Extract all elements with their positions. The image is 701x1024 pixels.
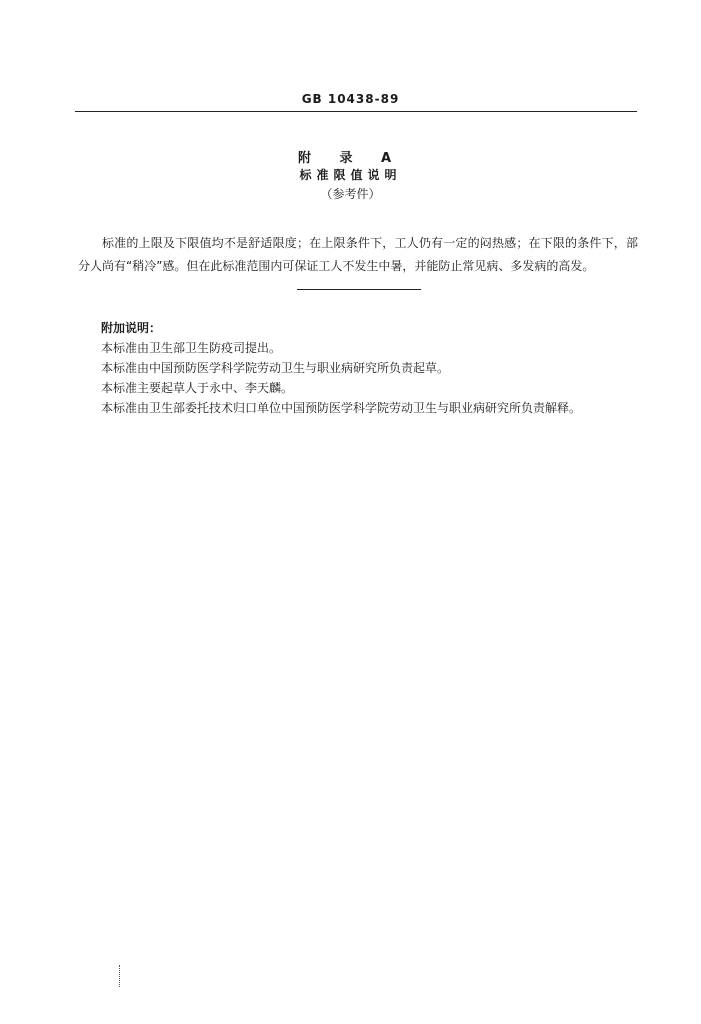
additional-note-line: 本标准由卫生部卫生防疫司提出。	[101, 341, 282, 355]
additional-notes-heading: 附加说明：	[101, 321, 162, 335]
additional-note-line: 本标准由中国预防医学科学院劳动卫生与职业病研究所负责起草。	[101, 361, 450, 375]
appendix-title: 附 录 A	[297, 151, 404, 166]
additional-notes	[101, 318, 641, 418]
header-rule	[75, 111, 637, 112]
section-divider	[297, 289, 421, 290]
appendix-subtitle: 标准限值说明	[299, 168, 402, 182]
limit-explanation-paragraph: 标准的上限及下限值均不是舒适限度；在上限条件下，工人仍有一定的闷热感；在下限的条件下，部分人尚有“稍冷”感。但在此标准范围内可保证工人不发生中暑，并能防止常见病、多发病的高发。	[78, 236, 638, 273]
standard-number-header: GB 10438-89	[301, 92, 400, 106]
additional-note-line: 本标准主要起草人于永中、李天麟。	[101, 381, 294, 395]
appendix-reference-note: （参考件）	[320, 187, 381, 201]
additional-note-line: 本标准由卫生部委托技术归口单位中国预防医学科学院劳动卫生与职业病研究所负责解释。	[101, 401, 582, 415]
scan-margin-mark	[119, 965, 122, 987]
